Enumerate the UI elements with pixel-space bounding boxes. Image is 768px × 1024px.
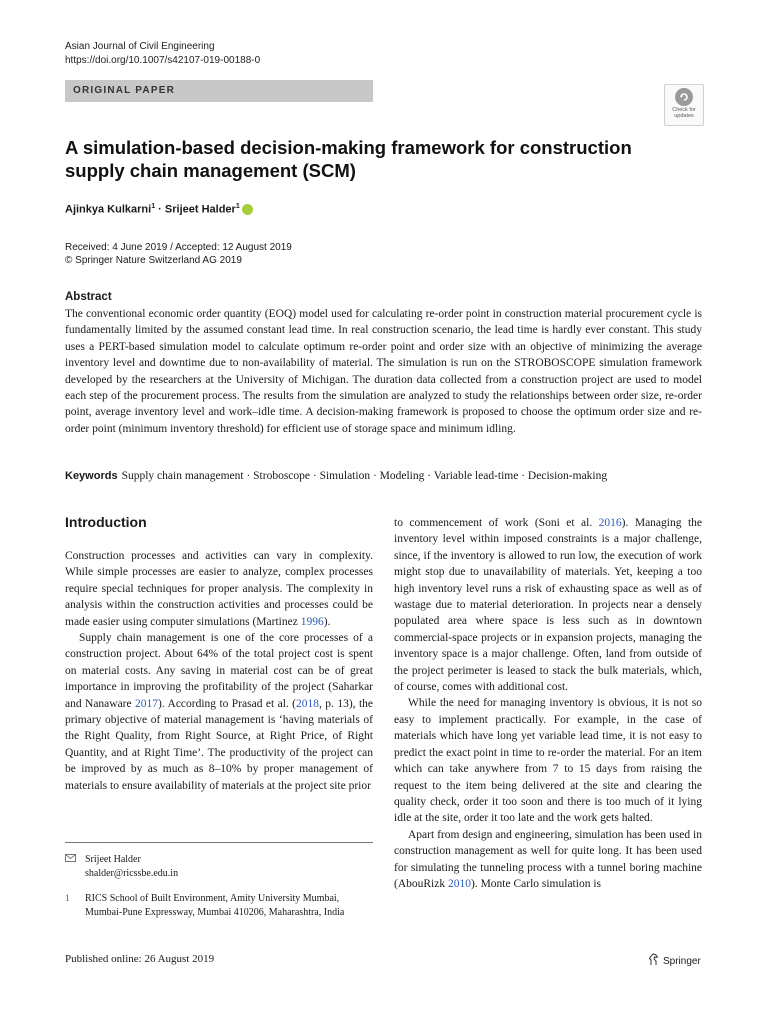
journal-header — [65, 40, 260, 68]
article-dates — [65, 241, 292, 267]
citation-link[interactable]: 2018 — [296, 697, 320, 710]
doi-link[interactable]: https://doi.org/10.1007/s42107-019-00188-0 — [65, 55, 261, 66]
footnotes — [65, 842, 373, 919]
keywords-list: Supply chain management · Stroboscope · Simulation · Modeling · Variable lead-time · Decision-making — [121, 470, 608, 482]
column-left — [65, 548, 373, 794]
orcid-icon[interactable] — [242, 204, 253, 215]
paper-title: A simulation-based decision-making framework for construction supply chain management (SCM) — [65, 137, 632, 181]
springer-horse-icon — [648, 953, 659, 969]
citation-link[interactable]: 2010 — [447, 877, 471, 890]
publisher-logo — [648, 953, 701, 969]
check-updates-icon — [675, 88, 693, 106]
author-list — [65, 203, 253, 216]
journal-name: Asian Journal of Civil Engineering — [65, 41, 215, 52]
author-name[interactable]: Srijeet Halder — [164, 203, 236, 216]
paragraph: While the need for managing inventory is obvious, it is not so easy to implement practically. For example, in the case of materials which have long yet variable lead time, it is not easy to predict the exact point in time to re-order the material. For an item which can take anywhere from 7 to 15 days from raising the request to the item being delivered at the site and clearing the quality check, order it too soon and there is too much of it lying idle at the site, order it too late and the work gets halted. — [394, 697, 702, 825]
author-separator: · — [155, 203, 165, 216]
keywords-label: Keywords — [65, 470, 118, 482]
author-affil-mark: 1 — [235, 203, 240, 210]
article-type-banner: ORIGINAL PAPER — [65, 80, 373, 102]
badge-label-2: updates — [674, 113, 694, 119]
paragraph: Apart from design and engineering, simulation has been used in construction management as well for quite long. It has been used for simulating the tunneling process with a tunnel boring machine (AbouRizk 2010). Monte Carlo simulation is — [394, 828, 702, 890]
citation-link[interactable]: 1996 — [300, 615, 324, 628]
keywords — [65, 468, 702, 484]
introduction-heading: Introduction — [65, 514, 147, 530]
abstract-text: The conventional economic order quantity (EOQ) model used for calculating re-order point in construction material procurement cycle is fundamentally limited by the assumed constant lead time. In real construction scenario, the lead time is hardly ever constant. This study uses a PERT-based simulation model to calculate optimum re-order point and order size with an objective of minimizing the average inventory level and downtime due to non-availability of material. The simulation is run on the STROBOSCOPE simulation framework developed by the researchers at the University of Michigan. The duration data collected from a construction project are used to model each step of the procurement process. The results from the simulation are analyzed to study the relationships between order size, re-order point, average inventory level and work–idle time. A decision-making framework is proposed to choose the optimum order size and re-order point (minimum inventory threshold) for efficient use of storage space and minimum idling. — [65, 308, 702, 435]
abstract-heading: Abstract — [65, 291, 112, 303]
publisher-name: Springer — [663, 955, 701, 967]
affiliation-number: 1 — [65, 893, 70, 903]
received-accepted: Received: 4 June 2019 / Accepted: 12 August 2019 — [65, 242, 292, 253]
copyright: © Springer Nature Switzerland AG 2019 — [65, 255, 242, 266]
contact-email[interactable]: shalder@ricssbe.edu.in — [85, 867, 179, 879]
author-name[interactable]: Ajinkya Kulkarni — [65, 203, 152, 216]
paragraph: Supply chain management is one of the core processes of a construction project. About 64% of the total project cost is spent on material costs. Any saving in material cost can be of great importance in improving the profitability of the project (Saharkar and Nanaware 2017). According to Prasad et al. (2018, p. 13), the primary objective of material management is ‘having materials of the Right Quality, from Right Source, at Right Price, of Right Quantity, and at Right Time’. The productivity of the project can be improved by as much as 8–10% by proper management of materials to ensure availability of materials at the project site prior — [65, 632, 373, 792]
paragraph: Construction processes and activities can vary in complexity. While simple processes are easier to analyze, complex processes require special techniques for proper analysis. The complexity in analysis within the construction activities and processes could be made easier using computer simulations (Martinez 1996). — [65, 550, 373, 628]
contact-name: Srijeet Halder — [85, 854, 141, 865]
citation-link[interactable]: 2016 — [598, 517, 622, 529]
citation-link[interactable]: 2017 — [135, 697, 159, 710]
affiliation: RICS School of Built Environment, Amity University Mumbai, Mumbai-Pune Expressway, Mumbai 410206, Maharashtra, India — [85, 893, 345, 918]
column-right — [394, 515, 702, 892]
badge-label-1: Check for — [672, 107, 696, 113]
check-for-updates-badge[interactable] — [664, 84, 704, 126]
published-date: Published online: 26 August 2019 — [65, 953, 215, 965]
paragraph: to commencement of work (Soni et al. 2016). Managing the inventory level within imposed constraints is a major challenge, since, if the inventory is allowed to run low, the execution of work might stop due to unavailability of materials. Yet, keeping a too high inventory level runs a risk of exhausting space as well as of wastage due to material deterioration. In projects near a densely populated area where space is less such as in downtown commercial-space projects or in expansion projects, managing the inventory space is a major challenge. Often, land from outside of the project perimeter is leased to stack the bulk materials, which, of course, comes with additional cost. — [394, 517, 702, 694]
author-affil-mark: 1 — [151, 203, 156, 210]
envelope-icon — [65, 853, 85, 880]
